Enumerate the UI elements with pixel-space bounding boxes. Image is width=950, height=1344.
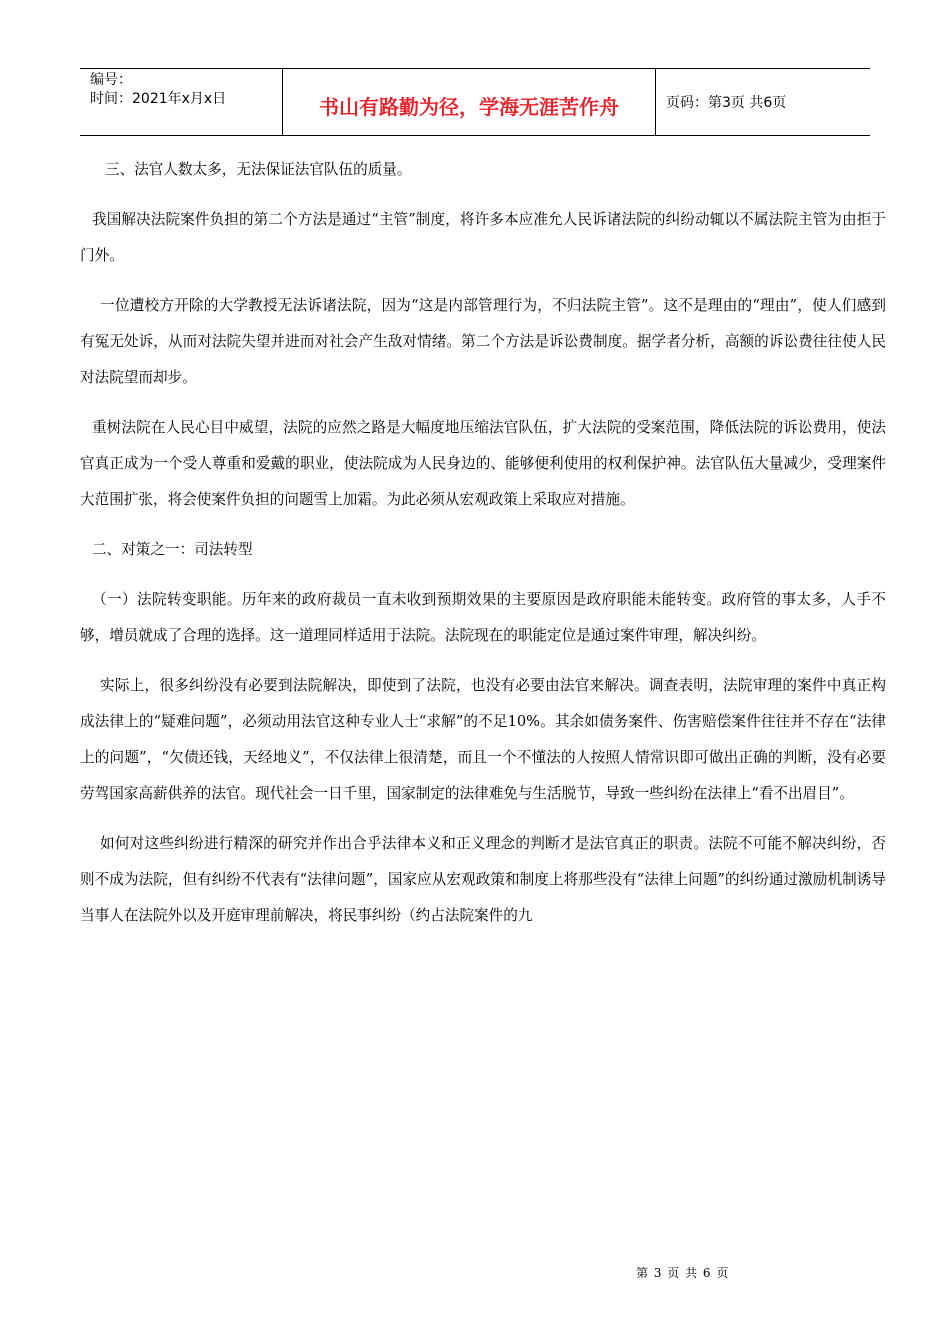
paragraph: 一位遭校方开除的大学教授无法诉诸法院，因为“这是内部管理行为，不归法院主管”。这不是理由的“理由”，使人们感到有冤无处诉，从而对法院失望并进而对社会产生敌对情绪。第二个方法是诉讼费制度。据学者分析，高额的诉讼费往往使人民对法院望而却步。 <box>80 297 886 386</box>
paragraph: （一）法院转变职能。历年来的政府裁员一直未收到预期效果的主要原因是政府职能未能转变。政府管的事太多，人手不够，增员就成了合理的选择。这一道理同样适用于法院。法院现在的职能定位是通过案件审理，解决纠纷。 <box>80 591 886 644</box>
header-motto: 书山有路勤为径，学海无涯苦作舟 <box>283 69 656 135</box>
paragraph: 如何对这些纠纷进行精深的研究并作出合乎法律本义和正义理念的判断才是法官真正的职责。法院不可能不解决纠纷，否则不成为法院，但有纠纷不代表有“法律问题”，国家应从宏观政策和制度上将那些没有“法律上问题”的纠纷通过激励机制诱导当事人在法院外以及开庭审理前解决，将民事纠纷（约占法院案件的九 <box>80 835 886 924</box>
page-footer: 第 3 页 共 6 页 <box>636 1266 730 1280</box>
document-header <box>80 68 870 136</box>
paragraph: 我国解决法院案件负担的第二个方法是通过“主管”制度，将许多本应准允人民诉诸法院的纠纷动辄以不属法院主管为由拒于门外。 <box>80 211 886 264</box>
paragraph-section-2-heading: 二、对策之一：司法转型 <box>92 541 253 558</box>
paragraph: 重树法院在人民心目中威望，法院的应然之路是大幅度地压缩法官队伍，扩大法院的受案范围，降低法院的诉讼费用，使法官真正成为一个受人尊重和爱戴的职业，使法院成为人民身边的、能够便利使用的权利保护神。法官队伍大量减少，受理案件大范围扩张，将会使案件负担的问题雪上加霜。为此必须从宏观政策上采取应对措施。 <box>80 419 886 508</box>
header-page-info: 页码：第3页 共6页 <box>666 95 787 111</box>
document-number-label: 编号： <box>90 72 132 88</box>
paragraph: 实际上，很多纠纷没有必要到法院解决，即使到了法院，也没有必要由法官来解决。调查表明，法院审理的案件中真正构成法律上的“疑难问题”，必须动用法官这种专业人士“求解”的不足10%。其余如债务案件、伤害赔偿案件往往并不存在“法律上的问题”，“欠债还钱，天经地义”，不仅法律上很清楚，而且一个不懂法的人按照人情常识即可做出正确的判断，没有必要劳驾国家高薪供养的法官。现代社会一日千里，国家制定的法律难免与生活脱节，导致一些纠纷在法律上“看不出眉目”。 <box>80 677 886 802</box>
paragraph-section-3-heading: 三、法官人数太多，无法保证法官队伍的质量。 <box>105 161 412 178</box>
document-body <box>80 152 886 948</box>
document-date: 时间：2021年x月x日 <box>90 91 227 107</box>
header-meta <box>80 69 283 135</box>
